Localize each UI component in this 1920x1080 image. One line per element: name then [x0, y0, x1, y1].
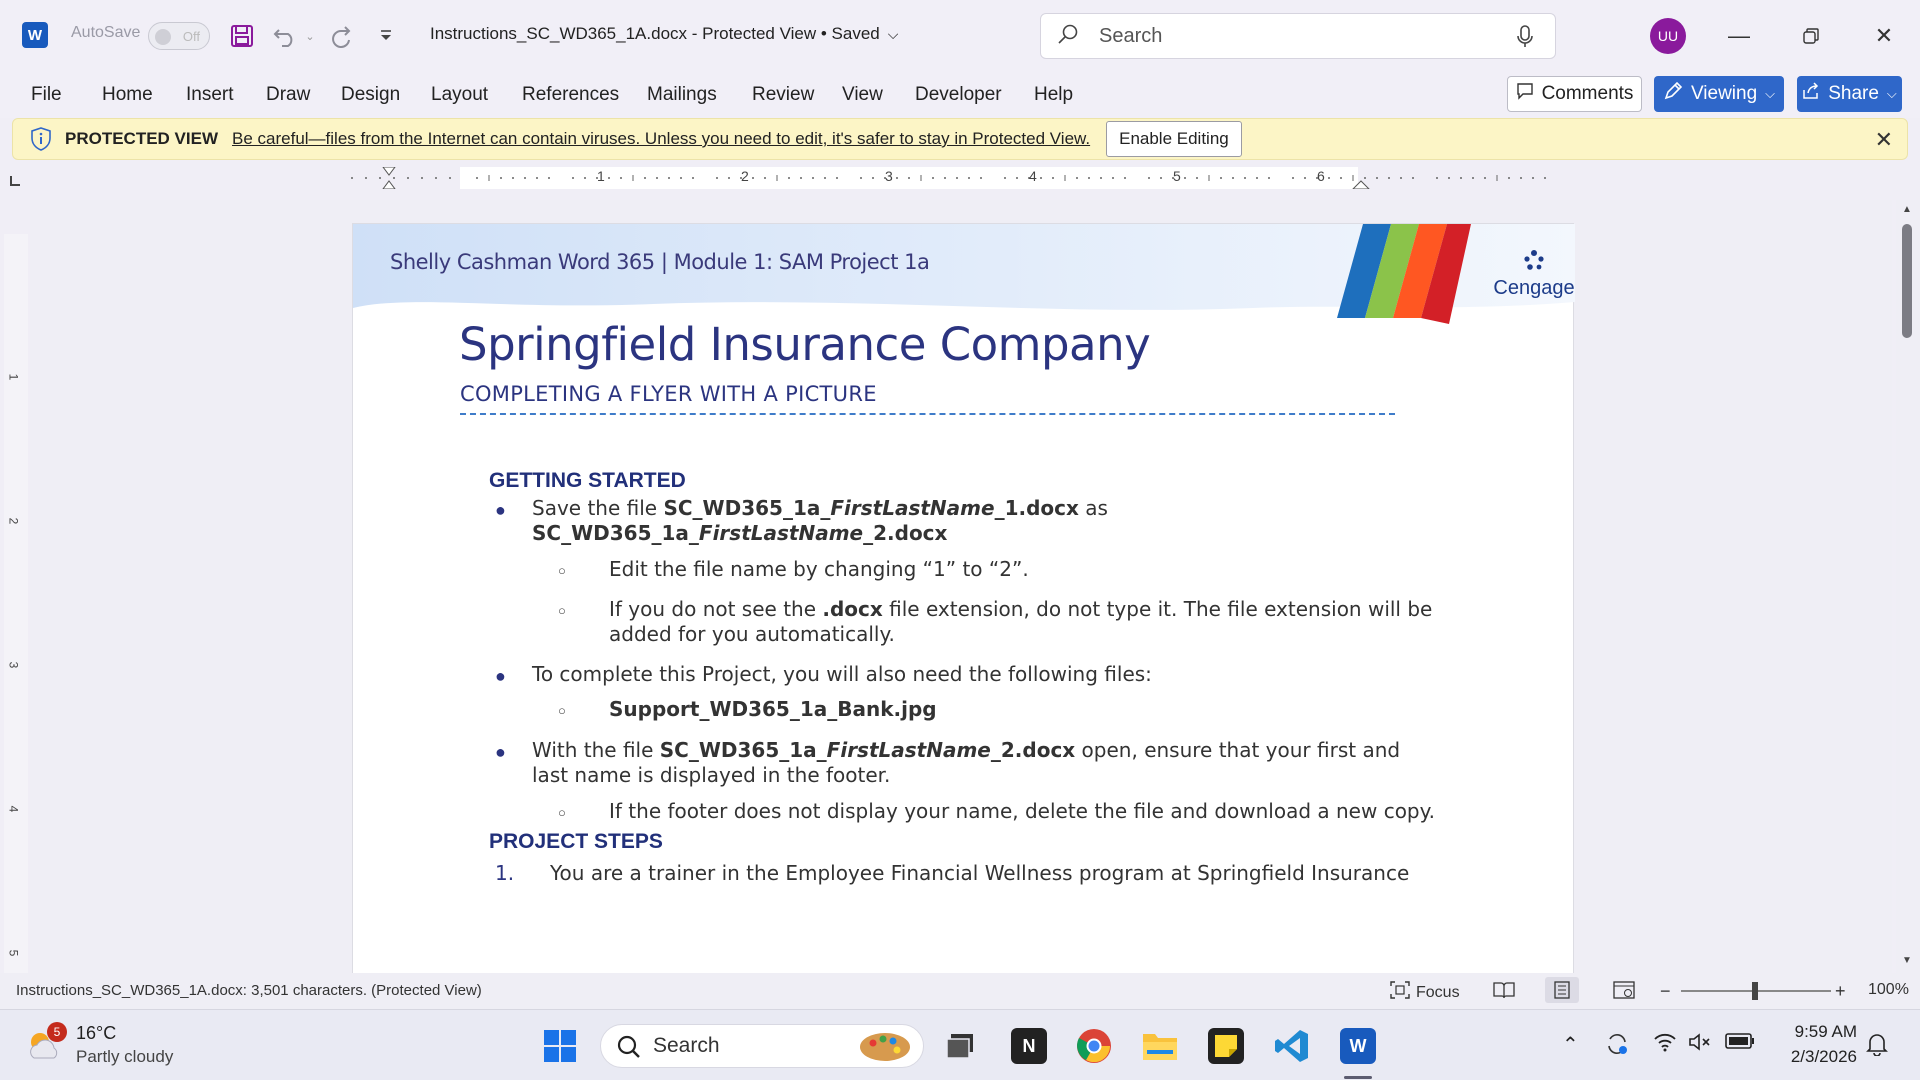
web-layout-icon[interactable]: [1613, 981, 1635, 999]
zoom-in-icon[interactable]: +: [1835, 981, 1846, 1001]
paint-palette-icon: [857, 1029, 913, 1070]
weather-description[interactable]: Partly cloudy: [76, 1047, 174, 1066]
close-icon[interactable]: ✕: [1874, 127, 1893, 152]
bullet-icon: ●: [495, 742, 506, 762]
cengage-logo-text: Cengage: [1493, 277, 1575, 299]
text-run: open, ensure that your first and: [1075, 738, 1401, 762]
toggle-knob: [155, 29, 171, 45]
protected-view-title: PROTECTED VIEW: [65, 129, 219, 148]
vertical-scrollbar[interactable]: [1896, 200, 1920, 973]
ruler-number: 5: [6, 949, 21, 957]
document-page[interactable]: [352, 223, 1574, 973]
cengage-logo-mark: [1522, 249, 1546, 271]
section-heading-project-steps: PROJECT STEPS: [489, 830, 663, 853]
redo-icon[interactable]: [328, 22, 358, 50]
ruler-number: 1: [597, 168, 605, 184]
bullet-icon: ●: [495, 666, 506, 686]
tab-mailings[interactable]: Mailings: [647, 84, 717, 105]
autosave-state: Off: [182, 28, 200, 44]
ruler-number: 2: [6, 517, 21, 525]
focus-button[interactable]: [1390, 981, 1460, 1004]
list-item: Support_WD365_1a_Bank.jpg: [609, 697, 937, 721]
close-icon[interactable]: ✕: [1874, 23, 1894, 48]
list-item: Edit the file name by changing “1” to “2”.: [609, 557, 1029, 581]
header-text[interactable]: Shelly Cashman Word 365 | Module 1: SAM Project 1a: [390, 250, 930, 274]
share-button[interactable]: [1797, 76, 1902, 112]
clock-date[interactable]: 2/3/2026: [1790, 1047, 1857, 1066]
tab-review[interactable]: Review: [752, 84, 815, 105]
document-stats[interactable]: Instructions_SC_WD365_1A.docx: 3,501 characters. (Protected View): [16, 982, 482, 999]
document-canvas[interactable]: [30, 200, 1892, 973]
taskbar: [0, 1009, 1920, 1080]
focus-icon: [1390, 981, 1410, 1004]
search-icon: [617, 1035, 641, 1064]
wifi-icon[interactable]: [1653, 1032, 1677, 1058]
file-explorer-icon[interactable]: [1142, 1028, 1178, 1064]
tab-view[interactable]: View: [842, 84, 883, 105]
status-bar: [0, 973, 1920, 1009]
filename: _2.docx: [863, 521, 948, 545]
scroll-up-icon[interactable]: ▲: [1902, 204, 1912, 215]
ruler-number: 5: [1173, 168, 1181, 184]
list-item: [532, 738, 1400, 788]
tab-insert[interactable]: Insert: [186, 84, 234, 105]
list-item: [532, 496, 1108, 546]
filename: SC_WD365_1a_: [663, 496, 831, 520]
clock-time[interactable]: 9:59 AM: [1794, 1022, 1857, 1041]
sticky-notes-icon[interactable]: [1208, 1028, 1244, 1064]
zoom-slider-thumb[interactable]: [1752, 982, 1758, 1000]
chevron-up-icon[interactable]: ⌃: [1562, 1034, 1579, 1056]
search-box[interactable]: [1040, 13, 1556, 59]
customize-toolbar-icon[interactable]: [372, 22, 400, 50]
tab-developer[interactable]: Developer: [915, 84, 1002, 105]
autosave-label: AutoSave: [71, 24, 141, 41]
filename: _1.docx: [994, 496, 1079, 520]
tab-help[interactable]: Help: [1034, 84, 1074, 105]
filename: SC_WD365_1a_: [532, 521, 699, 545]
taskbar-search[interactable]: [600, 1024, 924, 1068]
document-title[interactable]: [430, 24, 898, 44]
tab-file[interactable]: File: [31, 84, 62, 105]
text-bold: .docx: [822, 597, 883, 621]
sub-bullet-icon: ○: [558, 603, 566, 618]
filename-italic: FirstLastName: [698, 521, 864, 545]
notion-icon[interactable]: N: [1011, 1028, 1047, 1064]
weather-temperature[interactable]: 16°C: [76, 1023, 117, 1043]
document-title-text: Instructions_SC_WD365_1A.docx - Protected View • Saved: [430, 24, 880, 43]
text-run: as: [1078, 496, 1108, 520]
sync-icon[interactable]: [1605, 1032, 1629, 1062]
text-run: Save the file: [532, 496, 664, 520]
task-view-icon[interactable]: [942, 1028, 978, 1064]
filename-italic: FirstLastName: [830, 496, 995, 520]
comments-button[interactable]: [1507, 76, 1642, 112]
autosave-toggle[interactable]: [148, 22, 210, 50]
ruler-number: 6: [1317, 168, 1325, 184]
ruler-number: 3: [6, 661, 21, 669]
tab-home[interactable]: Home: [102, 84, 153, 105]
microphone-icon[interactable]: [1517, 25, 1533, 54]
list-item: You are a trainer in the Employee Financial Wellness program at Springfield Insurance: [550, 861, 1410, 885]
print-layout-icon[interactable]: [1545, 977, 1579, 1003]
comments-label: Comments: [1541, 83, 1634, 104]
windows-start-icon[interactable]: [542, 1028, 578, 1064]
active-app-indicator: [1344, 1076, 1372, 1079]
ruler-ticks: [350, 167, 1560, 189]
viewing-label: Viewing: [1690, 83, 1758, 104]
chevron-down-icon: ⌵: [1886, 86, 1897, 101]
share-label: Share: [1828, 83, 1879, 104]
notification-badge: 5: [47, 1022, 67, 1042]
scroll-down-icon[interactable]: ▼: [1902, 955, 1912, 966]
search-icon: [1057, 23, 1079, 50]
cengage-logo: [1489, 249, 1579, 300]
share-icon: [1802, 82, 1820, 106]
word-app-icon: W: [22, 22, 48, 48]
focus-label: Focus: [1416, 983, 1460, 1001]
pen-icon: [1663, 81, 1683, 107]
sub-bullet-icon: ○: [558, 563, 566, 578]
ruler-number: 1: [6, 373, 21, 381]
text-run: With the file: [532, 738, 660, 762]
tab-draw[interactable]: Draw: [266, 84, 311, 105]
read-mode-icon[interactable]: [1493, 981, 1515, 999]
protected-view-bar: [12, 118, 1908, 160]
scrollbar-thumb[interactable]: [1902, 224, 1912, 338]
step-number: 1.: [495, 861, 515, 885]
notification-bell-icon[interactable]: [1866, 1032, 1888, 1062]
ruler-number: 3: [885, 168, 893, 184]
text-run: last name is displayed in the footer.: [532, 763, 891, 787]
zoom-level[interactable]: 100%: [1868, 981, 1909, 998]
filename: _2.docx: [990, 738, 1076, 762]
list-item: If the footer does not display your name, delete the file and download a new copy.: [609, 799, 1435, 823]
ruler-number: 4: [6, 805, 21, 813]
tab-design[interactable]: Design: [341, 84, 401, 105]
speaker-muted-icon[interactable]: [1688, 1032, 1712, 1058]
bullet-icon: ●: [495, 500, 506, 520]
text-run: file extension, do not type it. The file extension will be: [882, 597, 1433, 621]
chrome-icon[interactable]: [1076, 1028, 1112, 1064]
title-bar: [0, 0, 1920, 72]
search-placeholder: Search: [1099, 24, 1163, 47]
protected-view-message[interactable]: Be careful—files from the Internet can contain viruses. Unless you need to edit, it's safer to stay in Protected View.: [232, 129, 1091, 148]
chevron-down-icon: ⌵: [887, 25, 899, 42]
text-run: added for you automatically.: [609, 622, 895, 646]
restore-icon[interactable]: [1787, 14, 1835, 58]
taskbar-search-placeholder: Search: [653, 1034, 720, 1057]
subtitle-divider: [460, 413, 1395, 415]
save-icon[interactable]: [228, 22, 256, 50]
tab-selector-icon[interactable]: [10, 176, 20, 186]
comment-icon: [1516, 82, 1534, 106]
enable-editing-button[interactable]: Enable Editing: [1106, 121, 1242, 157]
viewing-mode-button[interactable]: [1654, 76, 1784, 112]
zoom-out-icon[interactable]: −: [1660, 981, 1671, 1001]
minimize-icon[interactable]: —: [1728, 23, 1750, 48]
filename: SC_WD365_1a_: [659, 738, 827, 762]
list-item: To complete this Project, you will also need the following files:: [532, 662, 1152, 686]
undo-icon[interactable]: [270, 22, 302, 50]
tab-layout[interactable]: Layout: [431, 84, 489, 105]
sub-bullet-icon: ○: [558, 703, 566, 718]
sub-bullet-icon: ○: [558, 805, 566, 820]
tab-references[interactable]: References: [522, 84, 620, 105]
section-heading-getting-started: GETTING STARTED: [489, 469, 686, 492]
word-taskbar-icon[interactable]: W: [1340, 1028, 1376, 1064]
ruler-number: 2: [741, 168, 749, 184]
filename-italic: FirstLastName: [826, 738, 991, 762]
user-avatar[interactable]: UU: [1650, 18, 1686, 54]
vscode-icon[interactable]: [1274, 1028, 1310, 1064]
document-title: Springfield Insurance Company: [459, 318, 1151, 371]
horizontal-ruler[interactable]: [350, 167, 1560, 189]
ruler-number: 4: [1029, 168, 1037, 184]
vertical-ruler[interactable]: [4, 234, 28, 974]
list-item: [609, 597, 1432, 647]
battery-icon[interactable]: [1725, 1032, 1755, 1056]
chevron-down-icon: ⌵: [1765, 86, 1776, 101]
text-run: If you do not see the: [609, 597, 823, 621]
shield-info-icon: [29, 127, 53, 151]
document-subtitle: COMPLETING A FLYER WITH A PICTURE: [460, 382, 877, 406]
undo-dropdown-icon[interactable]: ⌄: [305, 30, 315, 43]
